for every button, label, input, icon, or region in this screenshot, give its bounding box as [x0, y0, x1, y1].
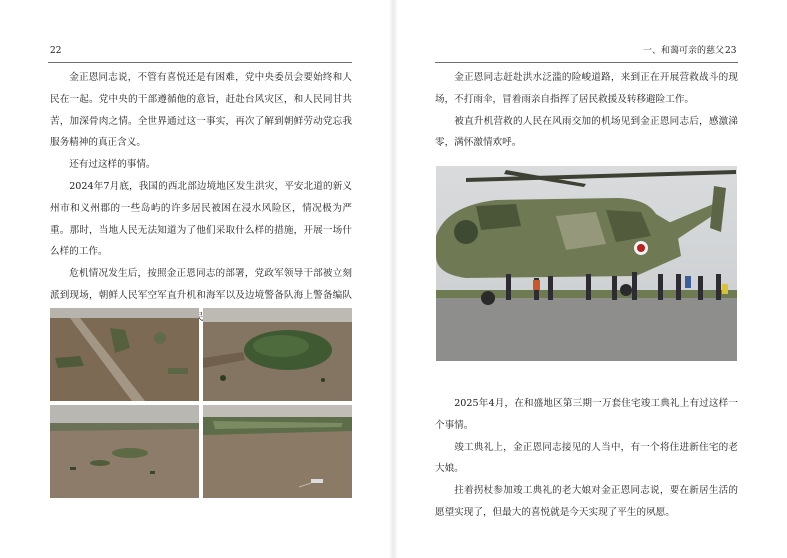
header-rule-right: [435, 62, 738, 63]
paragraph: 金正恩同志说，不管有喜悦还是有困难，党中央委员会要始终和人民在一起。党中央的干部遵循他的意旨，赶赴台风灾区，和人民同甘共苦，加深骨肉之情。全世界通过这一事实，再次了解到朝鲜劳动党忘我服务精神的真正含义。: [50, 72, 352, 149]
flood-photo-4: [203, 405, 352, 498]
left-page: [0, 0, 392, 558]
flood-photo-2: [203, 308, 352, 401]
flood-photo-1: [50, 308, 199, 401]
paragraph: 拄着拐杖参加竣工典礼的老大娘对金正恩同志说，要在新居生活的愿望实现了，但最大的喜悦就是今天实现了平生的夙愿。: [435, 485, 738, 518]
paragraph: 2024年7月底，我国的西北部边境地区发生洪灾，平安北道的新义州市和义州郡的一些岛屿的许多居民被困在浸水风险区，情况极为严重。那时，当地人民无法知道为了他们采取什么样的措施，开展一场什么样的工作。: [50, 180, 352, 258]
body-text-left: [50, 67, 352, 329]
paragraph: 2025年4月，在和盛地区第三期一万套住宅竣工典礼上有过这样一个事情。: [435, 398, 738, 431]
page-number-left: 22: [50, 46, 62, 56]
paragraph: 金正恩同志赶赴洪水泛滥的险峻道路，来到正在开展营救战斗的现场，不打雨伞，冒着雨亲自指挥了居民救援及转移避险工作。: [435, 72, 738, 105]
paragraph: 危机情况发生后，按照金正恩同志的部署，党政军领导干部被立刻派到现场，朝鲜人民军空军直升机和海军以及边境警备队海上警备编队: [50, 268, 352, 301]
flood-photo-3: [50, 405, 199, 498]
chapter-header: 一、和蔼可亲的慈父: [643, 46, 725, 56]
paragraph: 竣工典礼上，金正恩同志接见的人当中，有一个将住进新住宅的老大娘。: [435, 441, 738, 475]
paragraph: 还有过这样的事情。: [69, 159, 156, 171]
right-page: [395, 0, 787, 558]
header-rule-left: [48, 62, 352, 63]
helicopter-photo: [436, 166, 737, 361]
page-number-right: 23: [725, 46, 737, 56]
body-text-right-bottom: [435, 393, 738, 524]
body-text-right-top: [435, 67, 738, 154]
paragraph: 被直升机营救的人民在风雨交加的机场见到金正恩同志后，感激涕零，满怀激情欢呼。: [435, 115, 738, 149]
